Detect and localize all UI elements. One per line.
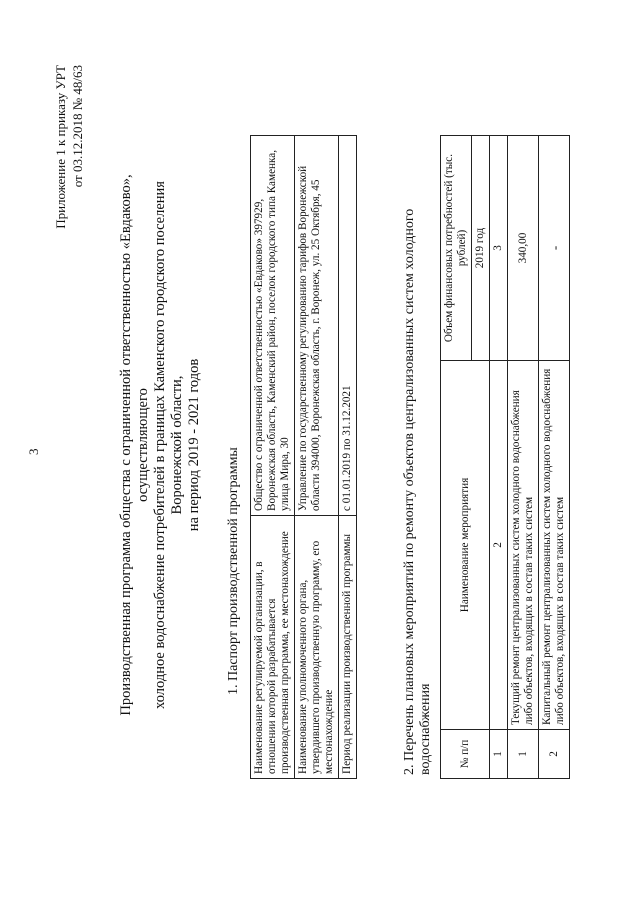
section-2-heading: [402, 135, 434, 775]
row-name: Капитальный ремонт централизованных систем холодного водоснабжения либо объектов, входящих в состав таких систем: [539, 361, 570, 730]
row-name: Текущий ремонт централизованных систем холодного водоснабжения либо объектов, входящих в состав таких систем: [508, 361, 539, 730]
document-title: [118, 145, 203, 745]
table-header-row: [441, 136, 472, 779]
passport-table: [250, 135, 357, 779]
index-cell: 1: [490, 730, 508, 779]
header-year: 2019 год: [472, 136, 490, 361]
table-row: [339, 136, 357, 779]
row-num: 1: [508, 730, 539, 779]
index-cell: 3: [490, 136, 508, 361]
appendix-line-1: Приложение 1 к приказу УРТ: [53, 65, 68, 229]
title-line-1: Производственная программа общества с ограниченной ответственностью «Евдаково», осуществляющего: [118, 174, 151, 716]
section-1-heading: 1. Паспорт производственной программы: [226, 447, 241, 695]
passport-value: Управление по государственному регулированию тарифов Воронежской области 394000, Воронежская область, г. Воронеж, ул. 25 Октября, 45: [295, 136, 339, 516]
row-value: -: [539, 136, 570, 361]
table-row: [251, 136, 295, 779]
passport-label: Наименование уполномоченного органа, утвердившего производственную программу, его местонахождение: [295, 516, 339, 779]
header-volume: Объем финансовых потребностей (тыс. рублей): [441, 136, 472, 361]
passport-label: Период реализации производственной программы: [339, 516, 357, 779]
table-row: [295, 136, 339, 779]
table-index-row: [490, 136, 508, 779]
appendix-note: [52, 65, 86, 265]
table-row: [539, 136, 570, 779]
title-line-2: холодное водоснабжение потребителей в границах Каменского городского поселения Воронежской области,: [152, 181, 185, 709]
section-2-heading-line-2: водоснабжения: [418, 683, 433, 775]
appendix-line-2: от 03.12.2018 № 48/63: [70, 65, 85, 188]
header-name: Наименование мероприятия: [441, 361, 490, 730]
title-line-3: на период 2019 - 2021 годов: [186, 358, 202, 532]
index-cell: 2: [490, 361, 508, 730]
page-number: 3: [26, 448, 41, 455]
passport-label: Наименование регулируемой организации, в отношении которой разрабатывается производственная программа, ее местонахождение: [251, 516, 295, 779]
row-value: 340,00: [508, 136, 539, 361]
passport-value: с 01.01.2019 по 31.12.2021: [339, 136, 357, 516]
measures-table: [440, 135, 570, 779]
header-num: № п/п: [441, 730, 490, 779]
section-2-heading-line-1: 2. Перечень плановых мероприятий по ремонту объектов централизованных систем холодного: [402, 208, 417, 775]
passport-value: Общество с ограниченной ответственностью «Евдаково» 397929, Воронежская область, Каменский район, поселок городского типа Каменка, улица Мира, 30: [251, 136, 295, 516]
row-num: 2: [539, 730, 570, 779]
table-row: [508, 136, 539, 779]
